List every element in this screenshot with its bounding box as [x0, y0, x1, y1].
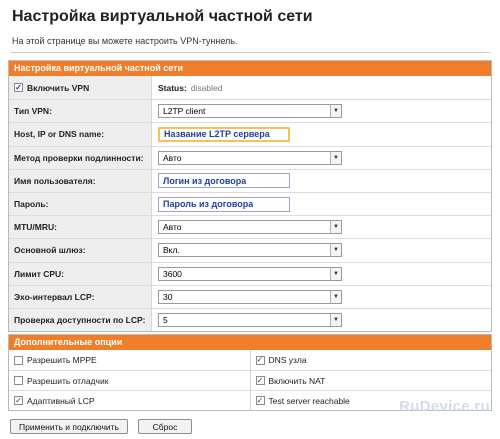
vpn-type-value: L2TP client: [163, 106, 206, 117]
chevron-down-icon[interactable]: ▼: [330, 221, 341, 233]
reset-button[interactable]: Сброс: [138, 419, 192, 434]
username-input[interactable]: Логин из договора: [158, 173, 290, 188]
gateway-label: Основной шлюз:: [9, 239, 152, 261]
enable-vpn-label: Включить VPN: [27, 82, 90, 93]
password-label: Пароль:: [9, 193, 152, 215]
password-input[interactable]: Пароль из договора: [158, 197, 290, 212]
lcp-check-select[interactable]: [158, 313, 342, 327]
debug-label: Разрешить отладчик: [27, 375, 109, 386]
auth-method-label: Метод проверки подлинности:: [9, 147, 152, 169]
vpn-panel-header: Настройка виртуальной частной сети: [9, 61, 491, 76]
adaptive-lcp-checkbox[interactable]: [14, 396, 23, 405]
lcp-check-row: [9, 308, 491, 331]
gateway-row: [9, 238, 491, 261]
mtu-value: Авто: [163, 222, 182, 233]
vpn-type-select[interactable]: [158, 104, 342, 118]
password-row: [9, 192, 491, 215]
username-row: [9, 169, 491, 192]
options-row: [9, 370, 491, 390]
mtu-select[interactable]: [158, 220, 342, 234]
mppe-label: Разрешить MPPE: [27, 355, 97, 365]
lcp-check-value: 5: [163, 314, 168, 325]
status-cell: [152, 76, 491, 99]
apply-connect-button[interactable]: Применить и подключить: [10, 419, 128, 434]
options-row: [9, 350, 491, 370]
page-title: Настройка виртуальной частной сети: [12, 8, 313, 25]
divider: [10, 52, 490, 53]
vpn-type-label: Тип VPN:: [9, 100, 152, 122]
mtu-label: MTU/MRU:: [9, 216, 152, 238]
gateway-value: Вкл.: [163, 245, 180, 256]
nat-label: Включить NAT: [268, 375, 326, 386]
echo-interval-row: [9, 285, 491, 308]
echo-interval-label: Эхо-интервал LCP:: [9, 286, 152, 308]
cpu-limit-row: [9, 262, 491, 285]
vpn-settings-panel: [8, 60, 492, 332]
chevron-down-icon[interactable]: ▼: [330, 244, 341, 256]
echo-interval-value: 30: [163, 291, 173, 302]
watermark: RuDevice.ru: [399, 398, 490, 415]
gateway-select[interactable]: [158, 243, 342, 257]
test-server-checkbox[interactable]: [256, 396, 265, 405]
option-dns[interactable]: [251, 350, 492, 370]
chevron-down-icon[interactable]: ▼: [330, 291, 341, 303]
dns-checkbox[interactable]: [256, 356, 265, 365]
chevron-down-icon[interactable]: ▼: [330, 105, 341, 117]
mtu-row: [9, 215, 491, 238]
cpu-limit-select[interactable]: [158, 267, 342, 281]
chevron-down-icon[interactable]: ▼: [330, 314, 341, 326]
username-label: Имя пользователя:: [9, 170, 152, 192]
test-server-label: Test server reachable: [268, 395, 350, 406]
option-debug[interactable]: [9, 371, 251, 390]
vpn-type-row: [9, 99, 491, 122]
option-adaptive-lcp[interactable]: [9, 391, 251, 410]
enable-vpn-cell[interactable]: [9, 76, 152, 99]
status-value: disabled: [190, 82, 223, 93]
auth-method-select[interactable]: [158, 151, 342, 165]
page-description: На этой странице вы можете настроить VPN-туннель.: [12, 36, 238, 46]
cpu-limit-label: Лимит CPU:: [9, 263, 152, 285]
echo-interval-select[interactable]: [158, 290, 342, 304]
host-input[interactable]: Название L2TP сервера: [158, 127, 290, 142]
lcp-check-label: Проверка доступности по LCP:: [9, 309, 152, 331]
chevron-down-icon[interactable]: ▼: [330, 152, 341, 164]
auth-method-value: Авто: [163, 152, 182, 163]
nat-checkbox[interactable]: [256, 376, 265, 385]
chevron-down-icon[interactable]: ▼: [330, 268, 341, 280]
host-row: [9, 122, 491, 145]
cpu-limit-value: 3600: [163, 268, 182, 279]
enable-vpn-row: [9, 76, 491, 99]
dns-label: DNS узла: [268, 355, 307, 365]
mppe-checkbox[interactable]: [14, 356, 23, 365]
adaptive-lcp-label: Адаптивный LCP: [27, 395, 95, 406]
option-mppe[interactable]: [9, 350, 251, 370]
enable-vpn-checkbox[interactable]: [14, 83, 23, 92]
status-label: Status:: [158, 82, 187, 93]
debug-checkbox[interactable]: [14, 376, 23, 385]
option-nat[interactable]: [251, 371, 492, 390]
options-panel-header: Дополнительные опции: [9, 335, 491, 350]
host-label: Host, IP or DNS name:: [9, 123, 152, 145]
auth-method-row: [9, 146, 491, 169]
